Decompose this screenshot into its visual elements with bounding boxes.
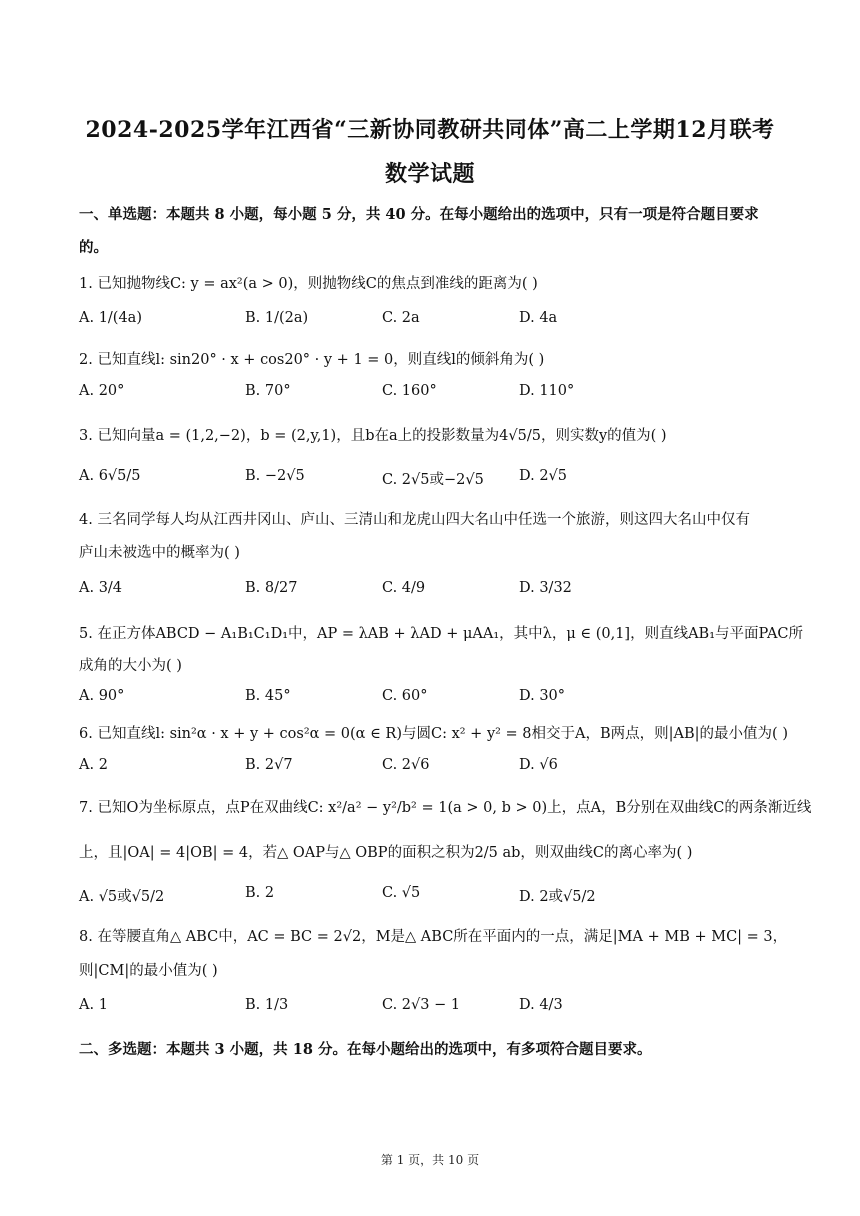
q7-option-c: C. √5 [382, 885, 421, 901]
page-footer: 第 1 页，共 10 页 [380, 1153, 480, 1167]
q7-stem: 7. 已知O为坐标原点，点P在双曲线C: x²/a² − y²/b² = 1(a > 0, b > 0)上，点A，B分别在双曲线C的两条渐近线 [79, 800, 812, 816]
q4-option-c: C. 4/9 [382, 580, 426, 596]
q4-option-d: D. 3/32 [519, 580, 572, 596]
q8-stem: 8. 在等腰直角△ ABC中，AC = BC = 2√2，M是△ ABC所在平面内的一点，满足|MA + MB + MC| = 3， [79, 929, 788, 945]
q8-stem-cont: 则|CM|的最小值为( ) [79, 963, 218, 979]
q8-option-a: A. 1 [79, 997, 108, 1013]
q6-stem: 6. 已知直线l: sin²α · x + y + cos²α = 0(α ∈ R)与圆C: x² + y² = 8相交于A，B两点，则|AB|的最小值为( ) [79, 726, 788, 742]
q4-option-a: A. 3/4 [79, 580, 123, 596]
q5-stem: 5. 在正方体ABCD − A₁B₁C₁D₁中，AP = λAB + λAD + μAA₁，其中λ，μ ∈ (0,1]，则直线AB₁与平面PAC所 [79, 626, 804, 642]
q1-option-d: D. 4a [519, 310, 558, 326]
page-subtitle: 数学试题 [384, 161, 475, 187]
q8-option-c: C. 2√3 − 1 [382, 997, 461, 1013]
q5-option-d: D. 30° [519, 688, 566, 704]
q8-option-d: D. 4/3 [519, 997, 563, 1013]
q1-option-a: A. 1/(4a) [79, 310, 142, 326]
q3-option-c: C. 2√5或−2√5 [382, 472, 484, 488]
q7-option-b: B. 2 [245, 885, 275, 901]
q7-stem-cont: 上，且|OA| = 4|OB| = 4，若△ OAP与△ OBP的面积之积为2/5 ab，则双曲线C的离心率为( ) [79, 845, 693, 861]
q7-option-a: A. √5或√5/2 [79, 889, 165, 905]
q2-option-b: B. 70° [245, 383, 291, 399]
section1-header-cont: 的。 [79, 239, 108, 256]
q3-option-d: D. 2√5 [519, 468, 568, 484]
q5-option-b: B. 45° [245, 688, 291, 704]
q2-option-d: D. 110° [519, 383, 575, 399]
section1-header: 一、单选题：本题共 8 小题，每小题 5 分，共 40 分。在每小题给出的选项中，只有一项是符合题目要求 [79, 206, 759, 223]
q2-option-a: A. 20° [79, 383, 125, 399]
page-title: 2024-2025学年江西省“三新协同教研共同体”高二上学期12月联考 [85, 117, 775, 143]
q1-option-c: C. 2a [382, 310, 420, 326]
q1-stem: 1. 已知抛物线C: y = ax²(a > 0)，则抛物线C的焦点到准线的距离为( ) [79, 276, 538, 292]
q5-stem-cont: 成角的大小为( ) [79, 658, 182, 674]
q5-option-a: A. 90° [79, 688, 125, 704]
q1-option-b: B. 1/(2a) [245, 310, 309, 326]
q4-option-b: B. 8/27 [245, 580, 298, 596]
q4-stem: 4. 三名同学每人均从江西井冈山、庐山、三清山和龙虎山四大名山中任选一个旅游，则这四大名山中仅有 [79, 512, 750, 528]
q6-option-b: B. 2√7 [245, 757, 293, 773]
q4-stem-cont: 庐山未被选中的概率为( ) [79, 545, 240, 561]
q6-option-d: D. √6 [519, 757, 558, 773]
q6-option-c: C. 2√6 [382, 757, 430, 773]
q3-option-b: B. −2√5 [245, 468, 305, 484]
q7-option-d: D. 2或√5/2 [519, 889, 596, 905]
q8-option-b: B. 1/3 [245, 997, 289, 1013]
q3-stem: 3. 已知向量a = (1,2,−2)，b = (2,y,1)，且b在a上的投影数量为4√5/5，则实数y的值为( ) [79, 428, 667, 444]
section2-header: 二、多选题：本题共 3 小题，共 18 分。在每小题给出的选项中，有多项符合题目要求。 [79, 1041, 652, 1058]
q2-stem: 2. 已知直线l: sin20° · x + cos20° · y + 1 = 0，则直线l的倾斜角为( ) [79, 352, 545, 368]
q3-option-a: A. 6√5/5 [79, 468, 141, 484]
q5-option-c: C. 60° [382, 688, 428, 704]
q6-option-a: A. 2 [79, 757, 108, 773]
q2-option-c: C. 160° [382, 383, 437, 399]
